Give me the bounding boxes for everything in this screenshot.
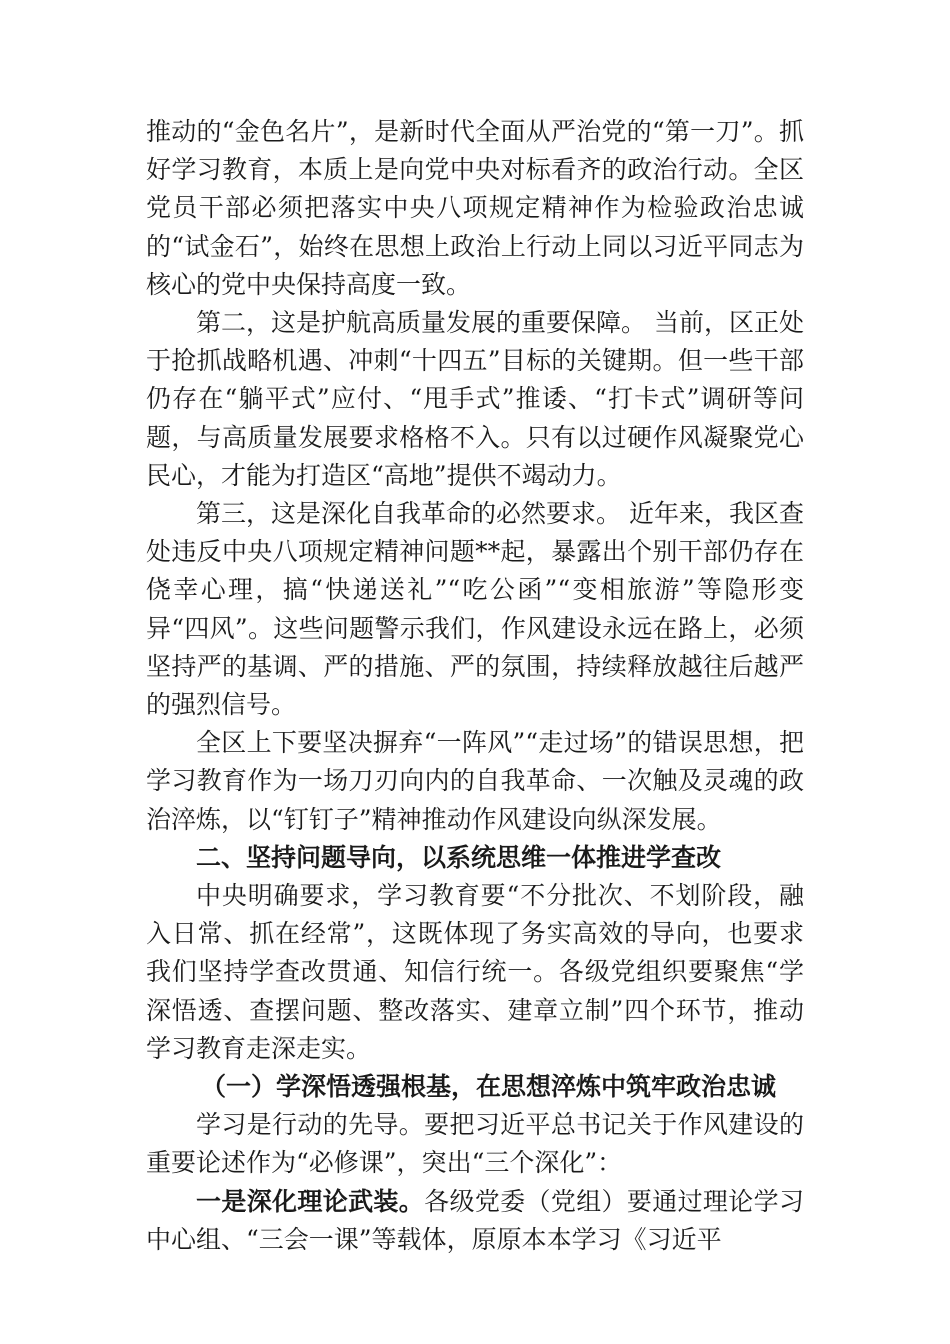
document-page: [146, 113, 804, 1259]
paragraph-theory-armament: [146, 1183, 804, 1259]
paragraph-study-guide: 学习是行动的先导。要把习近平总书记关于作风建设的重要论述作为“必修课”，突出“三个深化”：: [146, 1110, 804, 1178]
paragraph-body-text: 各级党委（党组）要通过理论学习中心组、“三会一课”等载体，原原本本学习《习近平: [146, 1186, 804, 1254]
paragraph-third-point: 第三，这是深化自我革命的必然要求。 近年来，我区查处违反中央八项规定精神问题**起，暴露出个别干部仍存在侥幸心理，搞“快递送礼”“吃公函”“变相旅游”等隐形变异“四风”。这些问题警示我们，作风建设永远在路上，必须坚持严的基调、严的措施、严的氛围，持续释放越往后越严的强烈信号。: [146, 499, 804, 720]
paragraph-summary: 全区上下要坚决摒弃“一阵风”“走过场”的错误思想，把学习教育作为一场刀刃向内的自我革命、一次触及灵魂的政治淬炼，以“钉钉子”精神推动作风建设向纵深发展。: [146, 728, 804, 834]
paragraph-intro-continued: 推动的“金色名片”，是新时代全面从严治党的“第一刀”。抓好学习教育，本质上是向党中央对标看齐的政治行动。全区党员干部必须把落实中央八项规定精神作为检验政治忠诚的“试金石”，始终在思想上政治上行动上同以习近平同志为核心的党中央保持高度一致。: [146, 117, 804, 299]
section-heading-2: 二、坚持问题导向，以系统思维一体推进学查改: [196, 842, 722, 872]
paragraph-central-requirement: 中央明确要求，学习教育要“不分批次、不划阶段，融入日常、抓在经常”，这既体现了务实高效的导向，也要求我们坚持学查改贯通、知信行统一。各级党组织要聚焦“学深悟透、查摆问题、整改落实、建章立制”四个环节，推动学习教育走深走实。: [146, 881, 804, 1063]
paragraph-second-point: 第二，这是护航高质量发展的重要保障。 当前，区正处于抢抓战略机遇、冲刺“十四五”目标的关键期。但一些干部仍存在“躺平式”应付、“甩手式”推诿、“打卡式”调研等问题，与高质量发展要求格格不入。只有以过硬作风凝聚党心民心，才能为打造区“高地”提供不竭动力。: [146, 308, 804, 490]
subsection-heading-1: （一）学深悟透强根基，在思想淬炼中筑牢政治忠诚: [201, 1072, 777, 1102]
paragraph-lead-phrase: 一是深化理论武装。: [196, 1186, 425, 1216]
